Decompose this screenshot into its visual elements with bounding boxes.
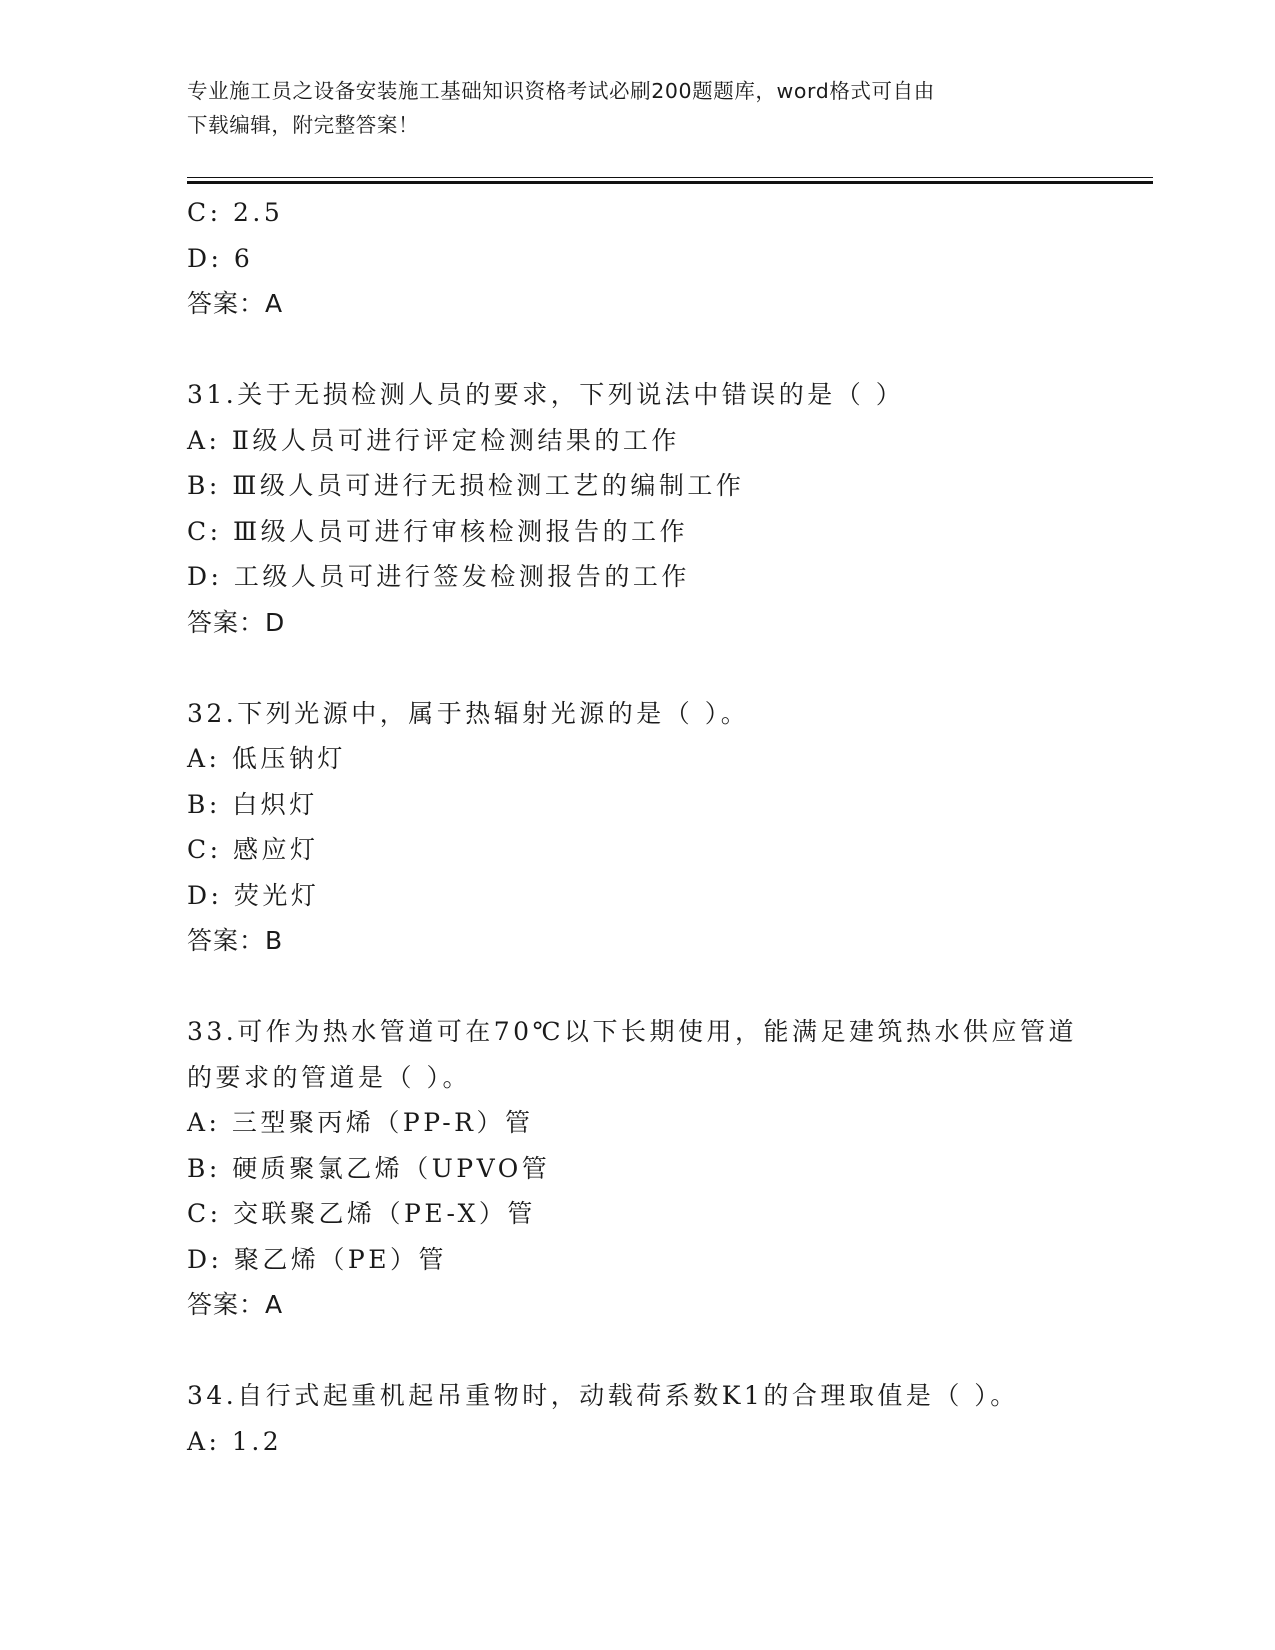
option-b: B: 白炽灯 — [187, 789, 318, 819]
option-c: C: 感应灯 — [187, 835, 319, 864]
option-c: C: Ⅲ级人员可进行审核检测报告的工作 — [187, 516, 689, 546]
question-list — [187, 190, 1117, 1464]
option-a: A: 1.2 — [187, 1426, 283, 1456]
spacer — [187, 327, 1117, 373]
option-b: B: Ⅲ级人员可进行无损检测工艺的编制工作 — [187, 471, 745, 500]
question-34 — [187, 1373, 1117, 1464]
option-d: D: 工级人员可进行签发检测报告的工作 — [187, 562, 690, 591]
spacer — [187, 964, 1117, 1010]
question-stem: 31.关于无损检测人员的要求，下列说法中错误的是（ ） — [187, 380, 905, 409]
question-33 — [187, 1009, 1117, 1328]
header-divider-thin — [187, 177, 1153, 178]
answer-line: 答案：A — [187, 1290, 284, 1319]
option-a: A: 三型聚丙烯（PP-R）管 — [187, 1108, 534, 1137]
option-c: C: 交联聚乙烯（PE-X）管 — [187, 1199, 536, 1228]
option-d: D: 6 — [187, 243, 254, 273]
option-d: D: 荧光灯 — [187, 880, 320, 910]
option-b: B: 硬质聚氯乙烯（UPVO管 — [187, 1153, 551, 1183]
question-31 — [187, 372, 1117, 645]
option-a: A: Ⅱ级人员可进行评定检测结果的工作 — [187, 425, 680, 455]
option-d: D: 聚乙烯（PE）管 — [187, 1244, 447, 1274]
header-title-line-2: 下载编辑，附完整答案！ — [187, 113, 420, 137]
answer-line: 答案：A — [187, 289, 284, 318]
option-a: A: 低压钠灯 — [187, 744, 346, 773]
answer-line: 答案：D — [187, 607, 286, 637]
spacer — [187, 645, 1117, 691]
spacer — [187, 1328, 1117, 1374]
question-32 — [187, 691, 1117, 964]
question-stem: 32.下列光源中，属于热辐射光源的是（ ）。 — [187, 698, 750, 728]
document-header — [187, 74, 1067, 142]
header-divider-thick — [187, 181, 1153, 184]
question-stem: 33.可作为热水管道可在70℃以下长期使用，能满足建筑热水供应管道 — [187, 1017, 1078, 1046]
answer-line: 答案：B — [187, 926, 284, 955]
question-stem: 34.自行式起重机起吊重物时，动载荷系数K1的合理取值是（ ）。 — [187, 1381, 1019, 1410]
prev-question-tail — [187, 190, 1117, 327]
header-title-line-1: 专业施工员之设备安装施工基础知识资格考试必刷200题题库，word格式可自由 — [187, 79, 935, 103]
question-stem-continued: 的要求的管道是（ ）。 — [187, 1062, 471, 1092]
option-c: C: 2.5 — [187, 198, 284, 227]
